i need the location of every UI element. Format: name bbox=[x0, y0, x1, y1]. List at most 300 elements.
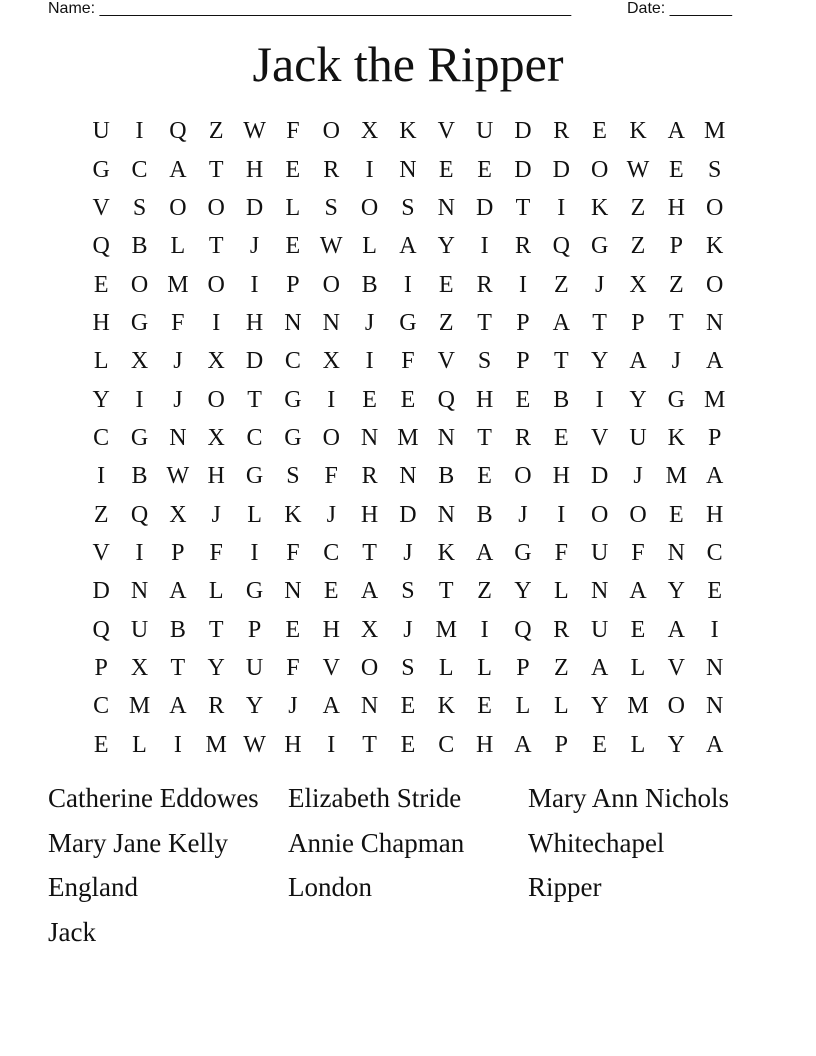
grid-letter: I bbox=[480, 616, 489, 643]
grid-letter: T bbox=[208, 233, 224, 260]
grid-letter: E bbox=[477, 463, 492, 490]
grid-letter: N bbox=[399, 156, 417, 183]
grid-letter: W bbox=[319, 233, 343, 260]
grid-letter: T bbox=[170, 654, 186, 681]
grid-letter: C bbox=[93, 424, 110, 451]
grid-letter: E bbox=[592, 731, 607, 758]
grid-letter: P bbox=[631, 309, 645, 336]
grid-letter: A bbox=[552, 309, 570, 336]
grid-letter: U bbox=[92, 118, 110, 145]
grid-letter: X bbox=[130, 348, 149, 375]
grid-letter: N bbox=[706, 693, 724, 720]
grid-letter: G bbox=[399, 309, 417, 336]
grid-letter: H bbox=[475, 731, 494, 758]
grid-letter: S bbox=[401, 654, 415, 681]
grid-letter: T bbox=[362, 731, 377, 758]
grid-letter: O bbox=[169, 194, 187, 221]
grid-letter: T bbox=[477, 309, 492, 336]
grid-letter: K bbox=[667, 424, 685, 451]
grid-letter: A bbox=[706, 731, 724, 758]
grid-letter: I bbox=[327, 731, 336, 758]
grid-letter: P bbox=[171, 539, 185, 566]
grid-letter: Y bbox=[207, 654, 225, 681]
grid-letter: R bbox=[553, 118, 570, 145]
grid-letter: U bbox=[590, 616, 609, 643]
grid-letter: H bbox=[552, 463, 570, 490]
grid-letter: I bbox=[250, 271, 259, 298]
grid-letter: A bbox=[514, 731, 532, 758]
grid-letter: H bbox=[322, 616, 340, 643]
grid-letter: U bbox=[475, 118, 494, 145]
grid-letter: N bbox=[360, 693, 379, 720]
grid-letter: U bbox=[629, 424, 647, 451]
grid-letter: E bbox=[285, 156, 301, 183]
grid-letter: K bbox=[437, 539, 455, 566]
grid-letter: I bbox=[365, 156, 374, 183]
grid-letter: I bbox=[97, 463, 106, 490]
grid-letter: K bbox=[284, 501, 302, 528]
grid-letter: U bbox=[590, 539, 609, 566]
grid-letter: X bbox=[360, 118, 379, 145]
grid-letter: S bbox=[707, 156, 722, 183]
grid-letter: A bbox=[169, 693, 187, 720]
grid-letter: W bbox=[243, 731, 266, 758]
grid-letter: D bbox=[92, 578, 110, 605]
grid-letter: F bbox=[286, 539, 300, 566]
grid-letter: X bbox=[207, 424, 225, 451]
grid-letter: J bbox=[518, 501, 528, 528]
grid-letter: H bbox=[92, 309, 110, 336]
grid-letter: Z bbox=[630, 233, 646, 260]
grid-letter: J bbox=[249, 233, 260, 260]
grid-letter: Y bbox=[245, 693, 264, 720]
grid-letter: A bbox=[667, 616, 685, 643]
grid-letter: E bbox=[362, 386, 377, 413]
grid-letter: I bbox=[173, 731, 182, 758]
grid-letter: D bbox=[245, 348, 264, 375]
grid-letter: E bbox=[400, 386, 416, 413]
grid-letter: X bbox=[322, 348, 340, 375]
grid-letter: A bbox=[169, 156, 187, 183]
grid-letter: P bbox=[669, 233, 683, 260]
grid-letter: N bbox=[284, 578, 302, 605]
grid-letter: T bbox=[553, 348, 569, 375]
grid-letter: M bbox=[167, 271, 189, 298]
grid-letter: J bbox=[633, 463, 643, 490]
grid-letter: M bbox=[128, 693, 151, 720]
grid-letter: P bbox=[286, 271, 300, 298]
grid-letter: A bbox=[629, 578, 647, 605]
grid-letter: O bbox=[629, 501, 647, 528]
grid-letter: F bbox=[286, 118, 300, 145]
grid-letter: V bbox=[437, 118, 455, 145]
grid-letter: A bbox=[706, 463, 724, 490]
grid-letter: P bbox=[554, 731, 568, 758]
grid-letter: P bbox=[516, 348, 530, 375]
grid-letter: L bbox=[208, 578, 224, 605]
grid-letter: H bbox=[284, 731, 302, 758]
grid-letter: V bbox=[590, 424, 609, 451]
grid-letter: V bbox=[92, 539, 110, 566]
grid-letter: D bbox=[475, 194, 494, 221]
grid-letter: F bbox=[401, 348, 415, 375]
grid-letter: Y bbox=[667, 731, 685, 758]
grid-letter: E bbox=[93, 271, 109, 298]
grid-letter: S bbox=[324, 194, 338, 221]
grid-letter: F bbox=[286, 654, 300, 681]
grid-letter: E bbox=[400, 693, 416, 720]
grid-letter: E bbox=[285, 616, 301, 643]
grid-letter: B bbox=[553, 386, 570, 413]
grid-letter: Y bbox=[629, 386, 647, 413]
grid-letter: R bbox=[514, 424, 531, 451]
word-bank-item: Jack bbox=[48, 916, 96, 947]
word-bank-item: Mary Jane Kelly bbox=[48, 827, 228, 858]
grid-letter: B bbox=[131, 233, 148, 260]
grid-letter: Z bbox=[553, 654, 569, 681]
grid-letter: I bbox=[365, 348, 374, 375]
grid-letter: N bbox=[399, 463, 417, 490]
grid-letter: J bbox=[326, 501, 336, 528]
grid-letter: D bbox=[399, 501, 417, 528]
grid-letter: L bbox=[93, 348, 109, 375]
grid-letter: V bbox=[322, 654, 340, 681]
grid-letter: D bbox=[514, 118, 532, 145]
grid-letter: P bbox=[94, 654, 108, 681]
grid-letter: B bbox=[131, 463, 148, 490]
grid-letter: M bbox=[205, 731, 227, 758]
grid-letter: O bbox=[514, 463, 532, 490]
grid-letter: K bbox=[706, 233, 724, 260]
grid-letter: G bbox=[514, 539, 532, 566]
grid-letter: K bbox=[437, 693, 455, 720]
grid-letter: I bbox=[480, 233, 489, 260]
grid-letter: U bbox=[245, 654, 264, 681]
grid-letter: T bbox=[515, 194, 531, 221]
grid-letter: O bbox=[360, 654, 379, 681]
grid-letter: E bbox=[477, 693, 492, 720]
grid-letter: E bbox=[515, 386, 531, 413]
grid-letter: O bbox=[207, 194, 225, 221]
grid-letter: P bbox=[516, 309, 530, 336]
grid-letter: C bbox=[438, 731, 455, 758]
grid-letter: H bbox=[475, 386, 494, 413]
grid-letter: B bbox=[476, 501, 493, 528]
date-field: Date: _______ bbox=[627, 0, 732, 17]
grid-letter: E bbox=[93, 731, 109, 758]
grid-letter: X bbox=[360, 616, 379, 643]
word-bank-item: Ripper bbox=[528, 872, 602, 902]
grid-letter: H bbox=[360, 501, 379, 528]
grid-letter: O bbox=[207, 271, 225, 298]
grid-letter: I bbox=[557, 194, 566, 221]
grid-letter: E bbox=[400, 731, 416, 758]
grid-letter: O bbox=[322, 118, 340, 145]
grid-letter: P bbox=[707, 424, 722, 451]
grid-letter: Q bbox=[169, 118, 187, 145]
grid-letter: O bbox=[207, 386, 225, 413]
grid-letter: W bbox=[166, 463, 190, 490]
grid-letter: F bbox=[209, 539, 223, 566]
grid-letter: N bbox=[706, 654, 724, 681]
grid-letter: B bbox=[438, 463, 455, 490]
grid-letter: I bbox=[212, 309, 221, 336]
word-bank-item: London bbox=[288, 872, 372, 902]
grid-letter: V bbox=[437, 348, 455, 375]
grid-letter: P bbox=[247, 616, 262, 643]
grid-letter: N bbox=[437, 424, 455, 451]
grid-letter: O bbox=[667, 693, 685, 720]
grid-letter: K bbox=[629, 118, 647, 145]
grid-letter: G bbox=[284, 424, 302, 451]
grid-letter: Z bbox=[630, 194, 646, 221]
grid-letter: M bbox=[435, 616, 457, 643]
grid-letter: H bbox=[667, 194, 685, 221]
grid-letter: M bbox=[627, 693, 649, 720]
word-bank-item: England bbox=[48, 872, 138, 902]
grid-letter: R bbox=[208, 693, 225, 720]
grid-letter: D bbox=[552, 156, 570, 183]
grid-letter: L bbox=[630, 654, 646, 681]
grid-letter: K bbox=[399, 118, 417, 145]
grid-letter: B bbox=[361, 271, 378, 298]
grid-letter: J bbox=[594, 271, 605, 298]
grid-letter: M bbox=[397, 424, 419, 451]
grid-letter: R bbox=[476, 271, 493, 298]
grid-letter: L bbox=[362, 233, 377, 260]
grid-letter: A bbox=[590, 654, 609, 681]
grid-letter: A bbox=[629, 348, 647, 375]
grid-letter: L bbox=[247, 501, 262, 528]
word-bank bbox=[48, 780, 768, 958]
grid-letter: O bbox=[130, 271, 149, 298]
grid-letter: I bbox=[403, 271, 412, 298]
grid-letter: J bbox=[288, 693, 298, 720]
grid-letter: Q bbox=[514, 616, 532, 643]
grid-letter: M bbox=[665, 463, 687, 490]
grid-letter: H bbox=[207, 463, 225, 490]
grid-letter: G bbox=[245, 578, 264, 605]
grid-letter: C bbox=[93, 693, 110, 720]
grid-letter: E bbox=[592, 118, 607, 145]
grid-letter: W bbox=[243, 118, 266, 145]
grid-letter: O bbox=[590, 156, 609, 183]
grid-letter: E bbox=[438, 156, 454, 183]
grid-letter: I bbox=[710, 616, 719, 643]
grid-letter: F bbox=[631, 539, 645, 566]
grid-letter: L bbox=[630, 731, 646, 758]
grid-letter: Q bbox=[552, 233, 570, 260]
grid-letter: E bbox=[438, 271, 454, 298]
grid-letter: X bbox=[169, 501, 187, 528]
grid-letter: C bbox=[284, 348, 301, 375]
grid-letter: X bbox=[130, 654, 149, 681]
grid-letter: O bbox=[360, 194, 379, 221]
grid-letter: M bbox=[704, 386, 726, 413]
grid-letter: Q bbox=[92, 233, 110, 260]
grid-letter: H bbox=[245, 156, 264, 183]
word-search-grid bbox=[82, 112, 734, 764]
grid-letter: G bbox=[590, 233, 609, 260]
word-bank-item: Annie Chapman bbox=[288, 827, 465, 858]
grid-letter: Z bbox=[668, 271, 684, 298]
grid-letter: T bbox=[208, 156, 224, 183]
grid-letter: Q bbox=[92, 616, 110, 643]
grid-letter: Y bbox=[437, 233, 455, 260]
page-title: Jack the Ripper bbox=[252, 36, 564, 92]
grid-letter: F bbox=[171, 309, 185, 336]
grid-letter: T bbox=[247, 386, 262, 413]
grid-letter: G bbox=[667, 386, 685, 413]
grid-letter: T bbox=[668, 309, 684, 336]
grid-letter: N bbox=[360, 424, 379, 451]
grid-letter: D bbox=[590, 463, 609, 490]
grid-letter: O bbox=[322, 424, 340, 451]
grid-letter: E bbox=[553, 424, 569, 451]
grid-letter: Y bbox=[590, 348, 609, 375]
grid-letter: T bbox=[208, 616, 224, 643]
grid-letter: I bbox=[557, 501, 566, 528]
word-bank-item: Whitechapel bbox=[528, 827, 665, 858]
grid-letter: J bbox=[364, 309, 375, 336]
grid-letter: R bbox=[323, 156, 340, 183]
grid-letter: S bbox=[132, 194, 147, 221]
grid-letter: E bbox=[630, 616, 646, 643]
grid-letter: L bbox=[515, 693, 531, 720]
grid-letter: A bbox=[169, 578, 187, 605]
grid-letter: Z bbox=[208, 118, 224, 145]
grid-letter: I bbox=[595, 386, 604, 413]
grid-letter: Y bbox=[590, 693, 609, 720]
grid-letter: E bbox=[668, 501, 684, 528]
grid-letter: Z bbox=[438, 309, 454, 336]
grid-letter: T bbox=[438, 578, 454, 605]
grid-letter: K bbox=[590, 194, 609, 221]
grid-letter: D bbox=[514, 156, 532, 183]
word-bank-item: Catherine Eddowes bbox=[48, 783, 259, 813]
grid-letter: A bbox=[667, 118, 685, 145]
grid-letter: G bbox=[284, 386, 302, 413]
worksheet-header bbox=[0, 0, 816, 22]
grid-letter: Y bbox=[667, 578, 685, 605]
grid-letter: L bbox=[285, 194, 301, 221]
grid-letter: T bbox=[362, 539, 377, 566]
grid-letter: R bbox=[361, 463, 378, 490]
grid-letter: P bbox=[516, 654, 530, 681]
grid-letter: L bbox=[477, 654, 492, 681]
grid-letter: O bbox=[322, 271, 340, 298]
grid-letter: X bbox=[629, 271, 647, 298]
grid-letter: H bbox=[706, 501, 724, 528]
grid-letter: J bbox=[173, 348, 183, 375]
grid-letter: O bbox=[706, 194, 724, 221]
grid-letter: V bbox=[667, 654, 685, 681]
grid-letter: A bbox=[322, 693, 340, 720]
grid-letter: N bbox=[667, 539, 685, 566]
grid-letter: N bbox=[706, 309, 724, 336]
grid-letter: E bbox=[323, 578, 339, 605]
grid-letter: I bbox=[518, 271, 527, 298]
grid-letter: X bbox=[207, 348, 225, 375]
grid-letter: N bbox=[322, 309, 340, 336]
grid-letter: G bbox=[245, 463, 264, 490]
grid-letter: S bbox=[477, 348, 492, 375]
grid-letter: L bbox=[553, 693, 569, 720]
grid-letter: I bbox=[135, 118, 144, 145]
grid-letter: R bbox=[514, 233, 531, 260]
grid-letter: S bbox=[401, 194, 415, 221]
grid-letter: I bbox=[250, 539, 259, 566]
grid-letter: A bbox=[706, 348, 724, 375]
grid-letter: Y bbox=[92, 386, 110, 413]
grid-letter: J bbox=[173, 386, 183, 413]
grid-letter: N bbox=[590, 578, 609, 605]
grid-letter: B bbox=[169, 616, 186, 643]
grid-letter: G bbox=[92, 156, 110, 183]
grid-letter: C bbox=[131, 156, 148, 183]
grid-letter: N bbox=[169, 424, 187, 451]
grid-letter: Z bbox=[477, 578, 492, 605]
grid-letter: Y bbox=[514, 578, 532, 605]
grid-letter: A bbox=[399, 233, 417, 260]
grid-letter: T bbox=[592, 309, 607, 336]
grid-letter: H bbox=[245, 309, 264, 336]
grid-letter: U bbox=[130, 616, 149, 643]
grid-letter: S bbox=[286, 463, 300, 490]
grid-letter: N bbox=[130, 578, 149, 605]
grid-letter: N bbox=[437, 194, 455, 221]
grid-letter: Z bbox=[553, 271, 569, 298]
grid-letter: W bbox=[626, 156, 650, 183]
grid-letter: Q bbox=[437, 386, 455, 413]
grid-letter: J bbox=[403, 539, 413, 566]
grid-letter: A bbox=[475, 539, 494, 566]
grid-letter: I bbox=[135, 539, 144, 566]
grid-letter: J bbox=[403, 616, 413, 643]
grid-letter: V bbox=[92, 194, 110, 221]
grid-letter: I bbox=[135, 386, 144, 413]
grid-letter: M bbox=[704, 118, 726, 145]
grid-letter: E bbox=[477, 156, 492, 183]
grid-letter: I bbox=[327, 386, 336, 413]
grid-letter: O bbox=[706, 271, 724, 298]
grid-letter: A bbox=[360, 578, 379, 605]
word-bank-item: Elizabeth Stride bbox=[288, 783, 462, 813]
grid-letter: L bbox=[553, 578, 569, 605]
grid-letter: O bbox=[590, 501, 609, 528]
grid-letter: C bbox=[246, 424, 263, 451]
grid-letter: S bbox=[401, 578, 415, 605]
grid-letter: L bbox=[438, 654, 454, 681]
grid-letter: E bbox=[707, 578, 722, 605]
grid-letter: Q bbox=[130, 501, 149, 528]
grid-letter: E bbox=[285, 233, 301, 260]
grid-letter: G bbox=[130, 424, 149, 451]
grid-letter: N bbox=[437, 501, 455, 528]
grid-letter: L bbox=[132, 731, 147, 758]
word-bank-item: Mary Ann Nichols bbox=[528, 783, 729, 813]
grid-letter: J bbox=[671, 348, 681, 375]
grid-letter: D bbox=[245, 194, 264, 221]
grid-letter: C bbox=[323, 539, 340, 566]
grid-letter: T bbox=[477, 424, 492, 451]
grid-letter: R bbox=[553, 616, 570, 643]
name-field: Name: _____________________________________________________ bbox=[48, 0, 572, 17]
grid-letter: F bbox=[554, 539, 568, 566]
grid-letter: E bbox=[668, 156, 684, 183]
grid-letter: N bbox=[284, 309, 302, 336]
grid-letter: C bbox=[706, 539, 723, 566]
